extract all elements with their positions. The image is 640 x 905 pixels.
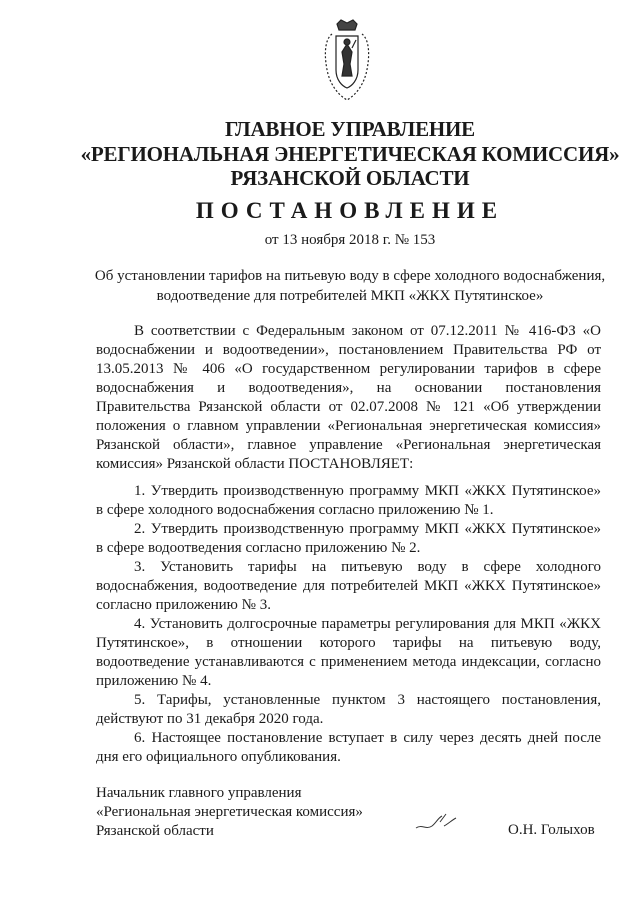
document-date-number: от 13 ноября 2018 г. № 153: [264, 232, 436, 248]
handwritten-signature-icon: [414, 808, 458, 836]
signatory-title-line-1: Начальник главного управления: [96, 785, 302, 801]
authority-name-line-3: РЯЗАНСКОЙ ОБЛАСТИ: [230, 166, 470, 190]
document-type: ПОСТАНОВЛЕНИЕ: [195, 198, 505, 223]
resolution-item-6: 6. Настоящее постановление вступает в силу через десять дней после дня его официального опубликования.: [96, 730, 601, 765]
signatory-title-line-3: Рязанской области: [96, 823, 214, 839]
resolution-item-1: 1. Утвердить производственную программу МКП «ЖКХ Путятинское» в сфере холодного водоснабжения согласно приложению № 1.: [96, 483, 601, 518]
resolution-item-3: 3. Установить тарифы на питьевую воду в сфере холодного водоснабжения, водоотведение для потребителей МКП «ЖКХ Путятинское» согласно приложению № 3.: [96, 559, 601, 613]
resolution-item-4: 4. Установить долгосрочные параметры регулирования для МКП «ЖКХ Путятинское», в отношении которого тарифы на питьевую воду, водоотведение устанавливаются с применением метода индексации, согласно приложению № 4.: [96, 616, 601, 689]
document-subject: [60, 266, 640, 306]
resolution-items: [96, 482, 601, 767]
signatory-title-line-2: «Региональная энергетическая комиссия»: [96, 804, 363, 820]
coat-of-arms-icon: [322, 18, 372, 104]
subject-line-1: Об установлении тарифов на питьевую воду в сфере холодного водоснабжения,: [94, 268, 606, 284]
preamble-text: В соответствии с Федеральным законом от 07.12.2011 № 416-ФЗ «О водоснабжении и водоотведении», постановлением Правительства РФ от 13.05.2013 № 406 «О государственном регулировании тарифов в сфере водоснабжения и водоотведения», на основании постановления Правительства Рязанской области от 02.07.2008 № 121 «Об утверждении положения о главном управлении «Региональная энергетическая комиссия» Рязанской области», главное управление «Региональная энергетическая комиссия» Рязанской области ПОСТАНОВЛЯЕТ:: [96, 323, 601, 472]
preamble: [96, 322, 601, 474]
resolution-item-5: 5. Тарифы, установленные пунктом 3 настоящего постановления, действуют по 31 декабря 2020 года.: [96, 692, 601, 727]
signatory-name: О.Н. Голыхов: [508, 822, 595, 838]
resolution-item-2: 2. Утвердить производственную программу МКП «ЖКХ Путятинское» в сфере водоотведения согласно приложению № 2.: [96, 521, 601, 556]
authority-name-line-1: ГЛАВНОЕ УПРАВЛЕНИЕ: [225, 117, 475, 141]
signature-block: [96, 784, 363, 841]
subject-line-2: водоотведение для потребителей МКП «ЖКХ Путятинское»: [156, 288, 544, 304]
authority-name-line-2: «РЕГИОНАЛЬНАЯ ЭНЕРГЕТИЧЕСКАЯ КОМИССИЯ»: [80, 142, 620, 166]
